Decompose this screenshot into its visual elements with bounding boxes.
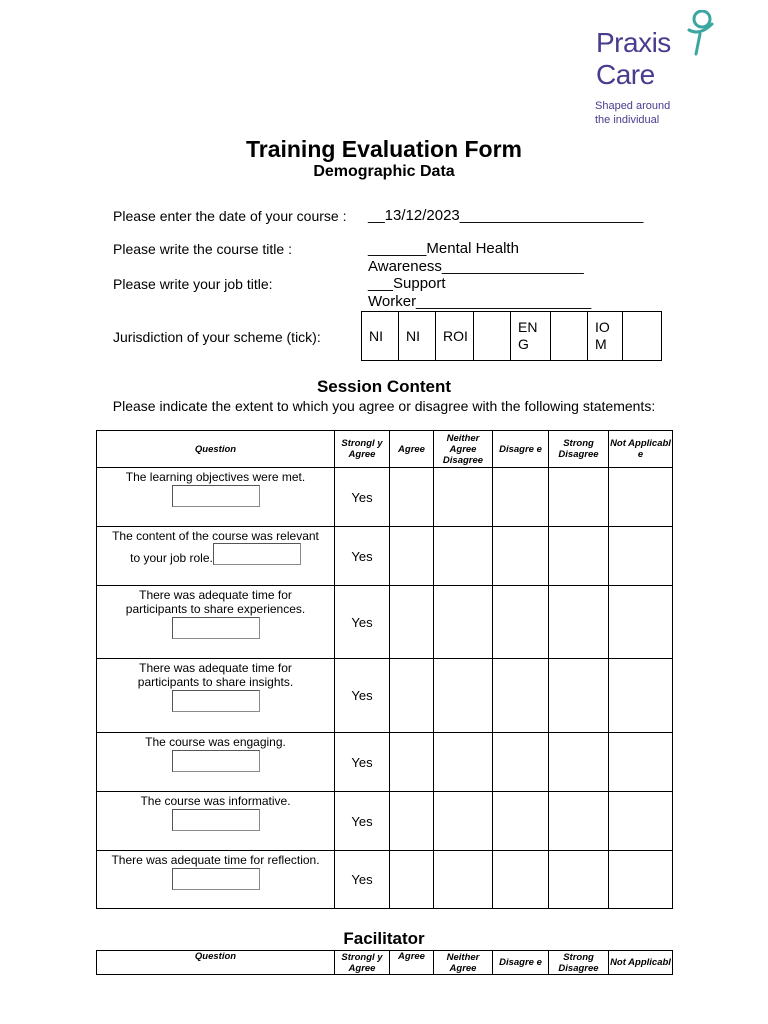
statement-text: The learning objectives were met.: [125, 470, 306, 484]
neither-cell[interactable]: [434, 586, 493, 659]
not-applicable-cell[interactable]: [609, 659, 673, 733]
column-header-question: Question: [97, 951, 335, 975]
course-title-field-line2[interactable]: Awareness_________________: [368, 258, 584, 275]
table-row: [97, 851, 673, 909]
column-header-disagree: Disagre e: [493, 951, 549, 975]
strong-disagree-cell[interactable]: [549, 468, 609, 527]
column-header-strongly-agree: Strongl y Agree: [335, 431, 390, 468]
agree-cell[interactable]: [390, 792, 434, 851]
comment-input[interactable]: [172, 617, 260, 639]
facilitator-table: [96, 950, 673, 975]
strongly-agree-cell[interactable]: Yes: [335, 792, 390, 851]
jurisdiction-option-ni[interactable]: NI: [362, 312, 399, 361]
column-header-question: Question: [97, 431, 335, 468]
table-header-row: [97, 431, 673, 468]
strong-disagree-cell[interactable]: [549, 659, 609, 733]
neither-cell[interactable]: [434, 733, 493, 792]
form-subtitle: Demographic Data: [313, 163, 455, 180]
course-title-field-line1[interactable]: _______Mental Health: [368, 240, 519, 257]
agree-cell[interactable]: [390, 851, 434, 909]
agree-cell[interactable]: [390, 586, 434, 659]
strongly-agree-cell[interactable]: Yes: [335, 851, 390, 909]
logo-word-praxis: Praxis: [596, 27, 671, 58]
neither-cell[interactable]: [434, 659, 493, 733]
facilitator-title: Facilitator: [343, 929, 425, 948]
strongly-agree-cell[interactable]: Yes: [335, 468, 390, 527]
column-header-agree: Agree: [390, 431, 434, 468]
strong-disagree-cell[interactable]: [549, 733, 609, 792]
table-row: [97, 527, 673, 586]
comment-input[interactable]: [172, 809, 260, 831]
comment-input[interactable]: [213, 543, 301, 565]
table-row: [97, 586, 673, 659]
jurisdiction-table: [361, 311, 662, 361]
logo-word-care: Care: [596, 59, 655, 90]
column-header-neither: Neither Agree Disagree: [434, 431, 493, 468]
date-field[interactable]: __13/12/2023______________________: [368, 207, 644, 224]
table-row: [97, 733, 673, 792]
strongly-agree-cell[interactable]: Yes: [335, 733, 390, 792]
column-header-not-applicable: Not Applicabl: [609, 951, 673, 975]
jurisdiction-tick-box[interactable]: [551, 312, 588, 361]
logo-tagline-2: the individual: [595, 114, 660, 126]
table-header-row: [97, 951, 673, 975]
job-title-label: Please write your job title:: [113, 276, 273, 292]
statement-text: There was adequate time for participants to share insights.: [137, 661, 294, 689]
comment-input[interactable]: [172, 750, 260, 772]
disagree-cell[interactable]: [493, 468, 549, 527]
column-header-strongly-agree: Strongl y Agree: [335, 951, 390, 975]
not-applicable-cell[interactable]: [609, 733, 673, 792]
disagree-cell[interactable]: [493, 733, 549, 792]
column-header-strong-disagree: Strong Disagree: [549, 431, 609, 468]
person-icon: [684, 10, 716, 58]
statement-text-cont: to your job role.: [130, 551, 213, 565]
session-content-intro: Please indicate the extent to which you agree or disagree with the following statements:: [112, 398, 656, 414]
neither-cell[interactable]: [434, 527, 493, 586]
praxis-care-logo: [588, 8, 722, 134]
not-applicable-cell[interactable]: [609, 527, 673, 586]
table-row: [97, 792, 673, 851]
not-applicable-cell[interactable]: [609, 468, 673, 527]
disagree-cell[interactable]: [493, 851, 549, 909]
column-header-strong-disagree: Strong Disagree: [549, 951, 609, 975]
strong-disagree-cell[interactable]: [549, 586, 609, 659]
jurisdiction-option-roi[interactable]: ROI: [436, 312, 474, 361]
disagree-cell[interactable]: [493, 527, 549, 586]
agree-cell[interactable]: [390, 733, 434, 792]
strong-disagree-cell[interactable]: [549, 851, 609, 909]
statement-text: The content of the course was relevant: [112, 529, 319, 543]
comment-input[interactable]: [172, 485, 260, 507]
neither-cell[interactable]: [434, 792, 493, 851]
comment-input[interactable]: [172, 690, 260, 712]
column-header-agree: Agree: [390, 951, 434, 975]
jurisdiction-option-iom[interactable]: IO M: [588, 312, 623, 361]
agree-cell[interactable]: [390, 468, 434, 527]
neither-cell[interactable]: [434, 851, 493, 909]
table-row: [97, 468, 673, 527]
column-header-disagree: Disagre e: [493, 431, 549, 468]
strongly-agree-cell[interactable]: Yes: [335, 586, 390, 659]
job-title-field-line1[interactable]: ___Support: [368, 275, 446, 292]
session-content-title: Session Content: [316, 377, 452, 396]
disagree-cell[interactable]: [493, 792, 549, 851]
column-header-not-applicable: Not Applicabl e: [609, 431, 673, 468]
not-applicable-cell[interactable]: [609, 851, 673, 909]
job-title-field-line2[interactable]: Worker_____________________: [368, 293, 592, 310]
column-header-neither: Neither Agree: [434, 951, 493, 975]
not-applicable-cell[interactable]: [609, 586, 673, 659]
jurisdiction-tick-box[interactable]: [623, 312, 662, 361]
disagree-cell[interactable]: [493, 586, 549, 659]
not-applicable-cell[interactable]: [609, 792, 673, 851]
comment-input[interactable]: [172, 868, 260, 890]
course-title-label: Please write the course title :: [113, 241, 292, 257]
statement-text: The course was informative.: [140, 794, 291, 808]
jurisdiction-option-eng[interactable]: EN G: [511, 312, 551, 361]
strong-disagree-cell[interactable]: [549, 792, 609, 851]
strongly-agree-cell[interactable]: Yes: [335, 527, 390, 586]
date-label: Please enter the date of your course :: [113, 208, 347, 224]
statement-text: There was adequate time for reflection.: [111, 853, 320, 867]
session-evaluation-table: [96, 430, 673, 909]
agree-cell[interactable]: [390, 527, 434, 586]
statement-text: There was adequate time for participants to share experiences.: [125, 588, 306, 616]
logo-tagline-1: Shaped around: [595, 100, 671, 112]
disagree-cell[interactable]: [493, 659, 549, 733]
jurisdiction-label: Jurisdiction of your scheme (tick):: [113, 329, 321, 345]
form-title: Training Evaluation Form: [245, 136, 523, 162]
neither-cell[interactable]: [434, 468, 493, 527]
agree-cell[interactable]: [390, 659, 434, 733]
statement-text: The course was engaging.: [145, 735, 286, 749]
strongly-agree-cell[interactable]: Yes: [335, 659, 390, 733]
strong-disagree-cell[interactable]: [549, 527, 609, 586]
table-row: [97, 659, 673, 733]
jurisdiction-tick-box[interactable]: [474, 312, 511, 361]
jurisdiction-option-ni-2[interactable]: NI: [399, 312, 436, 361]
